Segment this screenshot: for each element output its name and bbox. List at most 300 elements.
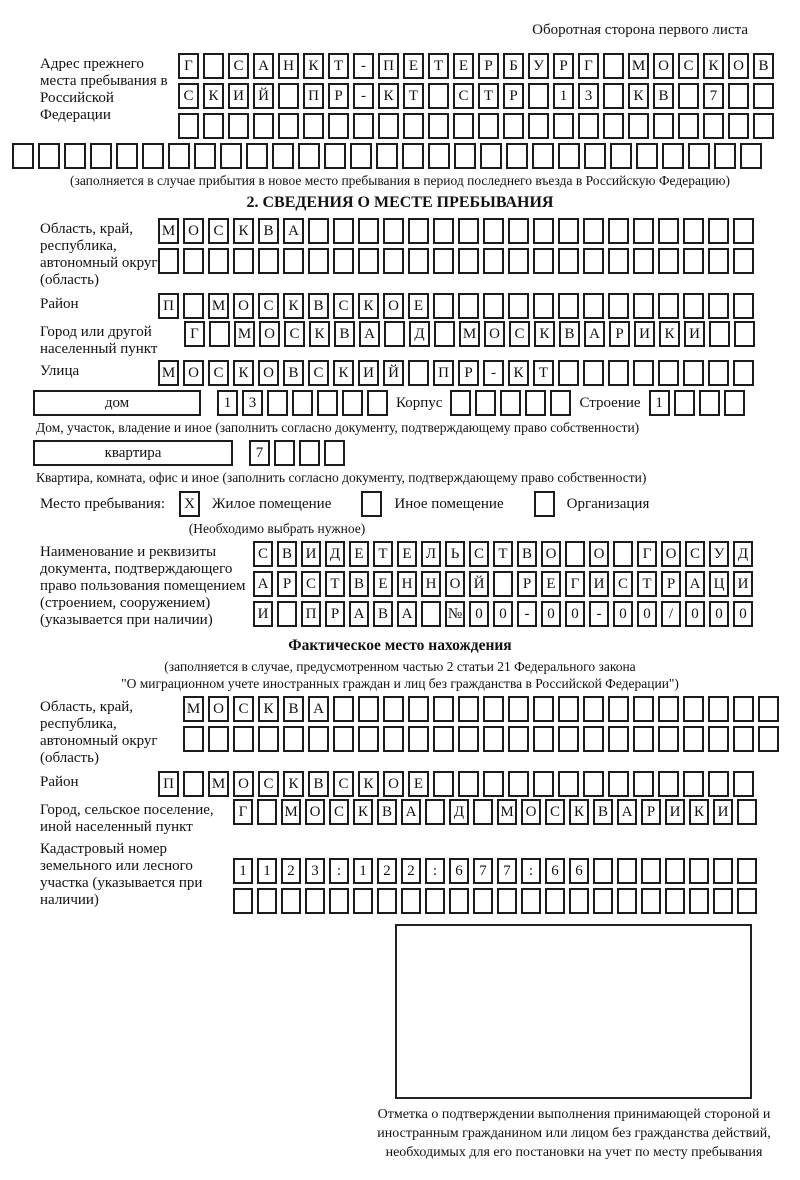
- char-cell[interactable]: [401, 888, 421, 914]
- char-cell[interactable]: [298, 143, 320, 169]
- char-cell[interactable]: [38, 143, 60, 169]
- char-cell[interactable]: О: [661, 541, 681, 567]
- char-cell[interactable]: [713, 888, 733, 914]
- char-cell[interactable]: О: [541, 541, 561, 567]
- char-cell[interactable]: Е: [408, 293, 429, 319]
- char-cell[interactable]: [708, 771, 729, 797]
- char-cell[interactable]: Т: [428, 53, 449, 79]
- char-cell[interactable]: [737, 858, 757, 884]
- char-cell[interactable]: С: [545, 799, 565, 825]
- char-cell[interactable]: [633, 726, 654, 752]
- char-cell[interactable]: Е: [408, 771, 429, 797]
- char-cell[interactable]: [508, 248, 529, 274]
- char-cell[interactable]: С: [178, 83, 199, 109]
- char-cell[interactable]: Р: [277, 571, 297, 597]
- char-cell[interactable]: Р: [517, 571, 537, 597]
- char-cell[interactable]: У: [528, 53, 549, 79]
- char-cell[interactable]: А: [359, 321, 380, 347]
- char-cell[interactable]: 2: [281, 858, 301, 884]
- char-cell[interactable]: [633, 293, 654, 319]
- char-cell[interactable]: О: [305, 799, 325, 825]
- char-cell[interactable]: [324, 440, 345, 466]
- char-cell[interactable]: [473, 799, 493, 825]
- char-cell[interactable]: И: [713, 799, 733, 825]
- char-cell[interactable]: [532, 143, 554, 169]
- char-cell[interactable]: [683, 726, 704, 752]
- char-cell[interactable]: [583, 293, 604, 319]
- char-cell[interactable]: [483, 771, 504, 797]
- char-cell[interactable]: С: [308, 360, 329, 386]
- char-cell[interactable]: Е: [403, 53, 424, 79]
- char-cell[interactable]: [283, 248, 304, 274]
- char-cell[interactable]: [583, 771, 604, 797]
- char-cell[interactable]: С: [208, 218, 229, 244]
- char-cell[interactable]: [383, 726, 404, 752]
- char-cell[interactable]: [558, 218, 579, 244]
- char-cell[interactable]: [758, 696, 779, 722]
- char-cell[interactable]: О: [233, 293, 254, 319]
- char-cell[interactable]: П: [303, 83, 324, 109]
- char-cell[interactable]: [274, 440, 295, 466]
- char-cell[interactable]: А: [253, 53, 274, 79]
- char-cell[interactable]: [203, 53, 224, 79]
- char-cell[interactable]: Й: [469, 571, 489, 597]
- char-cell[interactable]: С: [453, 83, 474, 109]
- char-cell[interactable]: [433, 293, 454, 319]
- char-cell[interactable]: [583, 696, 604, 722]
- char-cell[interactable]: Д: [409, 321, 430, 347]
- char-cell[interactable]: В: [334, 321, 355, 347]
- char-cell[interactable]: [528, 83, 549, 109]
- char-cell[interactable]: [733, 696, 754, 722]
- char-cell[interactable]: О: [259, 321, 280, 347]
- char-cell[interactable]: [203, 113, 224, 139]
- char-cell[interactable]: 3: [578, 83, 599, 109]
- char-cell[interactable]: С: [284, 321, 305, 347]
- char-cell[interactable]: 7: [703, 83, 724, 109]
- char-cell[interactable]: [658, 293, 679, 319]
- char-cell[interactable]: [728, 83, 749, 109]
- char-cell[interactable]: [533, 293, 554, 319]
- char-cell[interactable]: [278, 83, 299, 109]
- char-cell[interactable]: С: [333, 771, 354, 797]
- char-cell[interactable]: [383, 248, 404, 274]
- char-cell[interactable]: М: [158, 218, 179, 244]
- char-cell[interactable]: [533, 248, 554, 274]
- char-cell[interactable]: [403, 113, 424, 139]
- char-cell[interactable]: [483, 218, 504, 244]
- char-cell[interactable]: Р: [458, 360, 479, 386]
- char-cell[interactable]: [521, 888, 541, 914]
- char-cell[interactable]: [533, 726, 554, 752]
- char-cell[interactable]: О: [383, 293, 404, 319]
- char-cell[interactable]: [324, 143, 346, 169]
- char-cell[interactable]: [500, 390, 521, 416]
- char-cell[interactable]: 1: [233, 858, 253, 884]
- char-cell[interactable]: [308, 248, 329, 274]
- char-cell[interactable]: Г: [565, 571, 585, 597]
- char-cell[interactable]: [358, 726, 379, 752]
- char-cell[interactable]: К: [233, 218, 254, 244]
- char-cell[interactable]: [277, 601, 297, 627]
- char-cell[interactable]: П: [158, 293, 179, 319]
- char-cell[interactable]: [553, 113, 574, 139]
- char-cell[interactable]: О: [183, 360, 204, 386]
- char-cell[interactable]: [90, 143, 112, 169]
- char-cell[interactable]: С: [258, 771, 279, 797]
- char-cell[interactable]: [299, 440, 320, 466]
- char-cell[interactable]: Р: [478, 53, 499, 79]
- char-cell[interactable]: [689, 858, 709, 884]
- char-cell[interactable]: К: [258, 696, 279, 722]
- char-cell[interactable]: К: [659, 321, 680, 347]
- char-cell[interactable]: [633, 696, 654, 722]
- char-cell[interactable]: В: [559, 321, 580, 347]
- char-cell[interactable]: [12, 143, 34, 169]
- char-cell[interactable]: [428, 113, 449, 139]
- char-cell[interactable]: [545, 888, 565, 914]
- char-cell[interactable]: О: [445, 571, 465, 597]
- char-cell[interactable]: [708, 248, 729, 274]
- char-cell[interactable]: [383, 218, 404, 244]
- char-cell[interactable]: [267, 390, 288, 416]
- char-cell[interactable]: [525, 390, 546, 416]
- char-cell[interactable]: [428, 83, 449, 109]
- char-cell[interactable]: К: [703, 53, 724, 79]
- char-cell[interactable]: Р: [503, 83, 524, 109]
- char-cell[interactable]: [565, 541, 585, 567]
- char-cell[interactable]: К: [534, 321, 555, 347]
- char-cell[interactable]: [683, 696, 704, 722]
- char-cell[interactable]: [583, 218, 604, 244]
- char-cell[interactable]: [64, 143, 86, 169]
- char-cell[interactable]: К: [358, 293, 379, 319]
- char-cell[interactable]: [508, 696, 529, 722]
- char-cell[interactable]: [208, 726, 229, 752]
- char-cell[interactable]: К: [689, 799, 709, 825]
- char-cell[interactable]: М: [208, 293, 229, 319]
- char-cell[interactable]: Р: [553, 53, 574, 79]
- char-cell[interactable]: [733, 218, 754, 244]
- char-cell[interactable]: [483, 293, 504, 319]
- char-cell[interactable]: В: [283, 360, 304, 386]
- char-cell[interactable]: [703, 113, 724, 139]
- char-cell[interactable]: [257, 799, 277, 825]
- char-cell[interactable]: [713, 858, 733, 884]
- char-cell[interactable]: [753, 113, 774, 139]
- char-cell[interactable]: [608, 771, 629, 797]
- char-cell[interactable]: [142, 143, 164, 169]
- char-cell[interactable]: О: [484, 321, 505, 347]
- char-cell[interactable]: Е: [373, 571, 393, 597]
- char-cell[interactable]: [533, 218, 554, 244]
- char-cell[interactable]: 7: [249, 440, 270, 466]
- char-cell[interactable]: [428, 143, 450, 169]
- char-cell[interactable]: [408, 360, 429, 386]
- char-cell[interactable]: [358, 248, 379, 274]
- char-cell[interactable]: [449, 888, 469, 914]
- char-cell[interactable]: С: [613, 571, 633, 597]
- char-cell[interactable]: Е: [349, 541, 369, 567]
- char-cell[interactable]: [333, 726, 354, 752]
- char-cell[interactable]: М: [628, 53, 649, 79]
- char-cell[interactable]: [246, 143, 268, 169]
- char-cell[interactable]: [608, 360, 629, 386]
- char-cell[interactable]: [333, 218, 354, 244]
- char-cell[interactable]: [473, 888, 493, 914]
- char-cell[interactable]: [569, 888, 589, 914]
- char-cell[interactable]: [658, 696, 679, 722]
- char-cell[interactable]: И: [665, 799, 685, 825]
- char-cell[interactable]: 0: [733, 601, 753, 627]
- char-cell[interactable]: [689, 888, 709, 914]
- char-cell[interactable]: Р: [328, 83, 349, 109]
- char-cell[interactable]: [433, 218, 454, 244]
- char-cell[interactable]: К: [628, 83, 649, 109]
- char-cell[interactable]: [740, 143, 762, 169]
- char-cell[interactable]: [737, 888, 757, 914]
- char-cell[interactable]: [183, 293, 204, 319]
- char-cell[interactable]: [497, 888, 517, 914]
- char-cell[interactable]: 1: [257, 858, 277, 884]
- char-cell[interactable]: [613, 541, 633, 567]
- char-cell[interactable]: Б: [503, 53, 524, 79]
- char-cell[interactable]: [603, 83, 624, 109]
- char-cell[interactable]: [558, 143, 580, 169]
- char-cell[interactable]: [367, 390, 388, 416]
- char-cell[interactable]: Р: [325, 601, 345, 627]
- char-cell[interactable]: [183, 771, 204, 797]
- char-cell[interactable]: [257, 888, 277, 914]
- char-cell[interactable]: [493, 571, 513, 597]
- char-cell[interactable]: 3: [242, 390, 263, 416]
- char-cell[interactable]: [603, 53, 624, 79]
- char-cell[interactable]: [641, 858, 661, 884]
- char-cell[interactable]: [508, 726, 529, 752]
- char-cell[interactable]: В: [373, 601, 393, 627]
- char-cell[interactable]: [358, 696, 379, 722]
- char-cell[interactable]: [228, 113, 249, 139]
- char-cell[interactable]: 0: [709, 601, 729, 627]
- char-cell[interactable]: [688, 143, 710, 169]
- char-cell[interactable]: О: [383, 771, 404, 797]
- char-cell[interactable]: 2: [377, 858, 397, 884]
- char-cell[interactable]: О: [208, 696, 229, 722]
- char-cell[interactable]: [733, 248, 754, 274]
- char-cell[interactable]: О: [258, 360, 279, 386]
- char-cell[interactable]: О: [521, 799, 541, 825]
- char-cell[interactable]: В: [283, 696, 304, 722]
- char-cell[interactable]: [583, 360, 604, 386]
- char-cell[interactable]: В: [517, 541, 537, 567]
- char-cell[interactable]: [678, 113, 699, 139]
- char-cell[interactable]: А: [397, 601, 417, 627]
- char-cell[interactable]: [458, 771, 479, 797]
- char-cell[interactable]: 0: [685, 601, 705, 627]
- char-cell[interactable]: [158, 248, 179, 274]
- char-cell[interactable]: [377, 888, 397, 914]
- char-cell[interactable]: Г: [184, 321, 205, 347]
- char-cell[interactable]: [305, 888, 325, 914]
- char-cell[interactable]: И: [634, 321, 655, 347]
- char-cell[interactable]: [633, 248, 654, 274]
- char-cell[interactable]: [633, 360, 654, 386]
- char-cell[interactable]: Н: [397, 571, 417, 597]
- char-cell[interactable]: К: [508, 360, 529, 386]
- char-cell[interactable]: [233, 726, 254, 752]
- char-cell[interactable]: [458, 726, 479, 752]
- char-cell[interactable]: 0: [637, 601, 657, 627]
- char-cell[interactable]: [733, 771, 754, 797]
- stay-checkbox-organization[interactable]: [534, 491, 555, 517]
- char-cell[interactable]: В: [349, 571, 369, 597]
- char-cell[interactable]: [528, 113, 549, 139]
- char-cell[interactable]: [458, 293, 479, 319]
- char-cell[interactable]: И: [228, 83, 249, 109]
- char-cell[interactable]: Г: [637, 541, 657, 567]
- char-cell[interactable]: [425, 799, 445, 825]
- char-cell[interactable]: [633, 771, 654, 797]
- char-cell[interactable]: С: [208, 360, 229, 386]
- char-cell[interactable]: [421, 601, 441, 627]
- char-cell[interactable]: [665, 858, 685, 884]
- char-cell[interactable]: 1: [649, 390, 670, 416]
- char-cell[interactable]: Т: [637, 571, 657, 597]
- char-cell[interactable]: О: [728, 53, 749, 79]
- char-cell[interactable]: [662, 143, 684, 169]
- char-cell[interactable]: [628, 113, 649, 139]
- char-cell[interactable]: У: [709, 541, 729, 567]
- char-cell[interactable]: [408, 248, 429, 274]
- char-cell[interactable]: И: [301, 541, 321, 567]
- char-cell[interactable]: Ц: [709, 571, 729, 597]
- char-cell[interactable]: -: [589, 601, 609, 627]
- char-cell[interactable]: М: [459, 321, 480, 347]
- char-cell[interactable]: [665, 888, 685, 914]
- char-cell[interactable]: [258, 248, 279, 274]
- char-cell[interactable]: Й: [383, 360, 404, 386]
- char-cell[interactable]: А: [401, 799, 421, 825]
- char-cell[interactable]: [678, 83, 699, 109]
- char-cell[interactable]: [593, 888, 613, 914]
- char-cell[interactable]: М: [208, 771, 229, 797]
- char-cell[interactable]: [258, 726, 279, 752]
- char-cell[interactable]: И: [733, 571, 753, 597]
- char-cell[interactable]: [699, 390, 720, 416]
- char-cell[interactable]: П: [433, 360, 454, 386]
- char-cell[interactable]: [658, 360, 679, 386]
- char-cell[interactable]: [433, 726, 454, 752]
- char-cell[interactable]: [281, 888, 301, 914]
- char-cell[interactable]: [342, 390, 363, 416]
- char-cell[interactable]: [453, 113, 474, 139]
- char-cell[interactable]: [478, 113, 499, 139]
- char-cell[interactable]: К: [353, 799, 373, 825]
- char-cell[interactable]: 2: [401, 858, 421, 884]
- char-cell[interactable]: [658, 726, 679, 752]
- char-cell[interactable]: Г: [178, 53, 199, 79]
- char-cell[interactable]: Ь: [445, 541, 465, 567]
- char-cell[interactable]: [683, 360, 704, 386]
- char-cell[interactable]: [617, 888, 637, 914]
- char-cell[interactable]: М: [158, 360, 179, 386]
- char-cell[interactable]: В: [753, 53, 774, 79]
- char-cell[interactable]: В: [308, 771, 329, 797]
- char-cell[interactable]: [308, 726, 329, 752]
- char-cell[interactable]: С: [329, 799, 349, 825]
- char-cell[interactable]: [178, 113, 199, 139]
- char-cell[interactable]: [633, 218, 654, 244]
- char-cell[interactable]: №: [445, 601, 465, 627]
- char-cell[interactable]: 1: [553, 83, 574, 109]
- char-cell[interactable]: [683, 771, 704, 797]
- char-cell[interactable]: Г: [233, 799, 253, 825]
- char-cell[interactable]: П: [158, 771, 179, 797]
- char-cell[interactable]: [329, 888, 349, 914]
- char-cell[interactable]: О: [183, 218, 204, 244]
- char-cell[interactable]: С: [509, 321, 530, 347]
- char-cell[interactable]: Л: [421, 541, 441, 567]
- char-cell[interactable]: [378, 113, 399, 139]
- char-cell[interactable]: В: [258, 218, 279, 244]
- char-cell[interactable]: /: [661, 601, 681, 627]
- char-cell[interactable]: К: [283, 771, 304, 797]
- char-cell[interactable]: С: [253, 541, 273, 567]
- char-cell[interactable]: 0: [565, 601, 585, 627]
- char-cell[interactable]: [408, 218, 429, 244]
- char-cell[interactable]: П: [301, 601, 321, 627]
- char-cell[interactable]: [402, 143, 424, 169]
- char-cell[interactable]: [333, 696, 354, 722]
- char-cell[interactable]: В: [308, 293, 329, 319]
- char-cell[interactable]: :: [425, 858, 445, 884]
- char-cell[interactable]: [558, 293, 579, 319]
- char-cell[interactable]: [593, 858, 613, 884]
- char-cell[interactable]: [308, 218, 329, 244]
- char-cell[interactable]: [433, 771, 454, 797]
- char-cell[interactable]: [636, 143, 658, 169]
- char-cell[interactable]: И: [589, 571, 609, 597]
- char-cell[interactable]: Т: [328, 53, 349, 79]
- char-cell[interactable]: Т: [533, 360, 554, 386]
- char-cell[interactable]: [475, 390, 496, 416]
- char-cell[interactable]: [183, 726, 204, 752]
- char-cell[interactable]: Р: [609, 321, 630, 347]
- char-cell[interactable]: Т: [478, 83, 499, 109]
- char-cell[interactable]: 1: [353, 858, 373, 884]
- char-cell[interactable]: К: [309, 321, 330, 347]
- char-cell[interactable]: [220, 143, 242, 169]
- char-cell[interactable]: [317, 390, 338, 416]
- char-cell[interactable]: К: [378, 83, 399, 109]
- char-cell[interactable]: В: [593, 799, 613, 825]
- char-cell[interactable]: [603, 113, 624, 139]
- char-cell[interactable]: К: [203, 83, 224, 109]
- char-cell[interactable]: [610, 143, 632, 169]
- char-cell[interactable]: 3: [305, 858, 325, 884]
- char-cell[interactable]: [458, 248, 479, 274]
- char-cell[interactable]: [558, 726, 579, 752]
- char-cell[interactable]: [724, 390, 745, 416]
- char-cell[interactable]: [303, 113, 324, 139]
- char-cell[interactable]: 6: [545, 858, 565, 884]
- char-cell[interactable]: [558, 696, 579, 722]
- char-cell[interactable]: И: [684, 321, 705, 347]
- char-cell[interactable]: А: [349, 601, 369, 627]
- char-cell[interactable]: -: [353, 53, 374, 79]
- char-cell[interactable]: С: [258, 293, 279, 319]
- char-cell[interactable]: [506, 143, 528, 169]
